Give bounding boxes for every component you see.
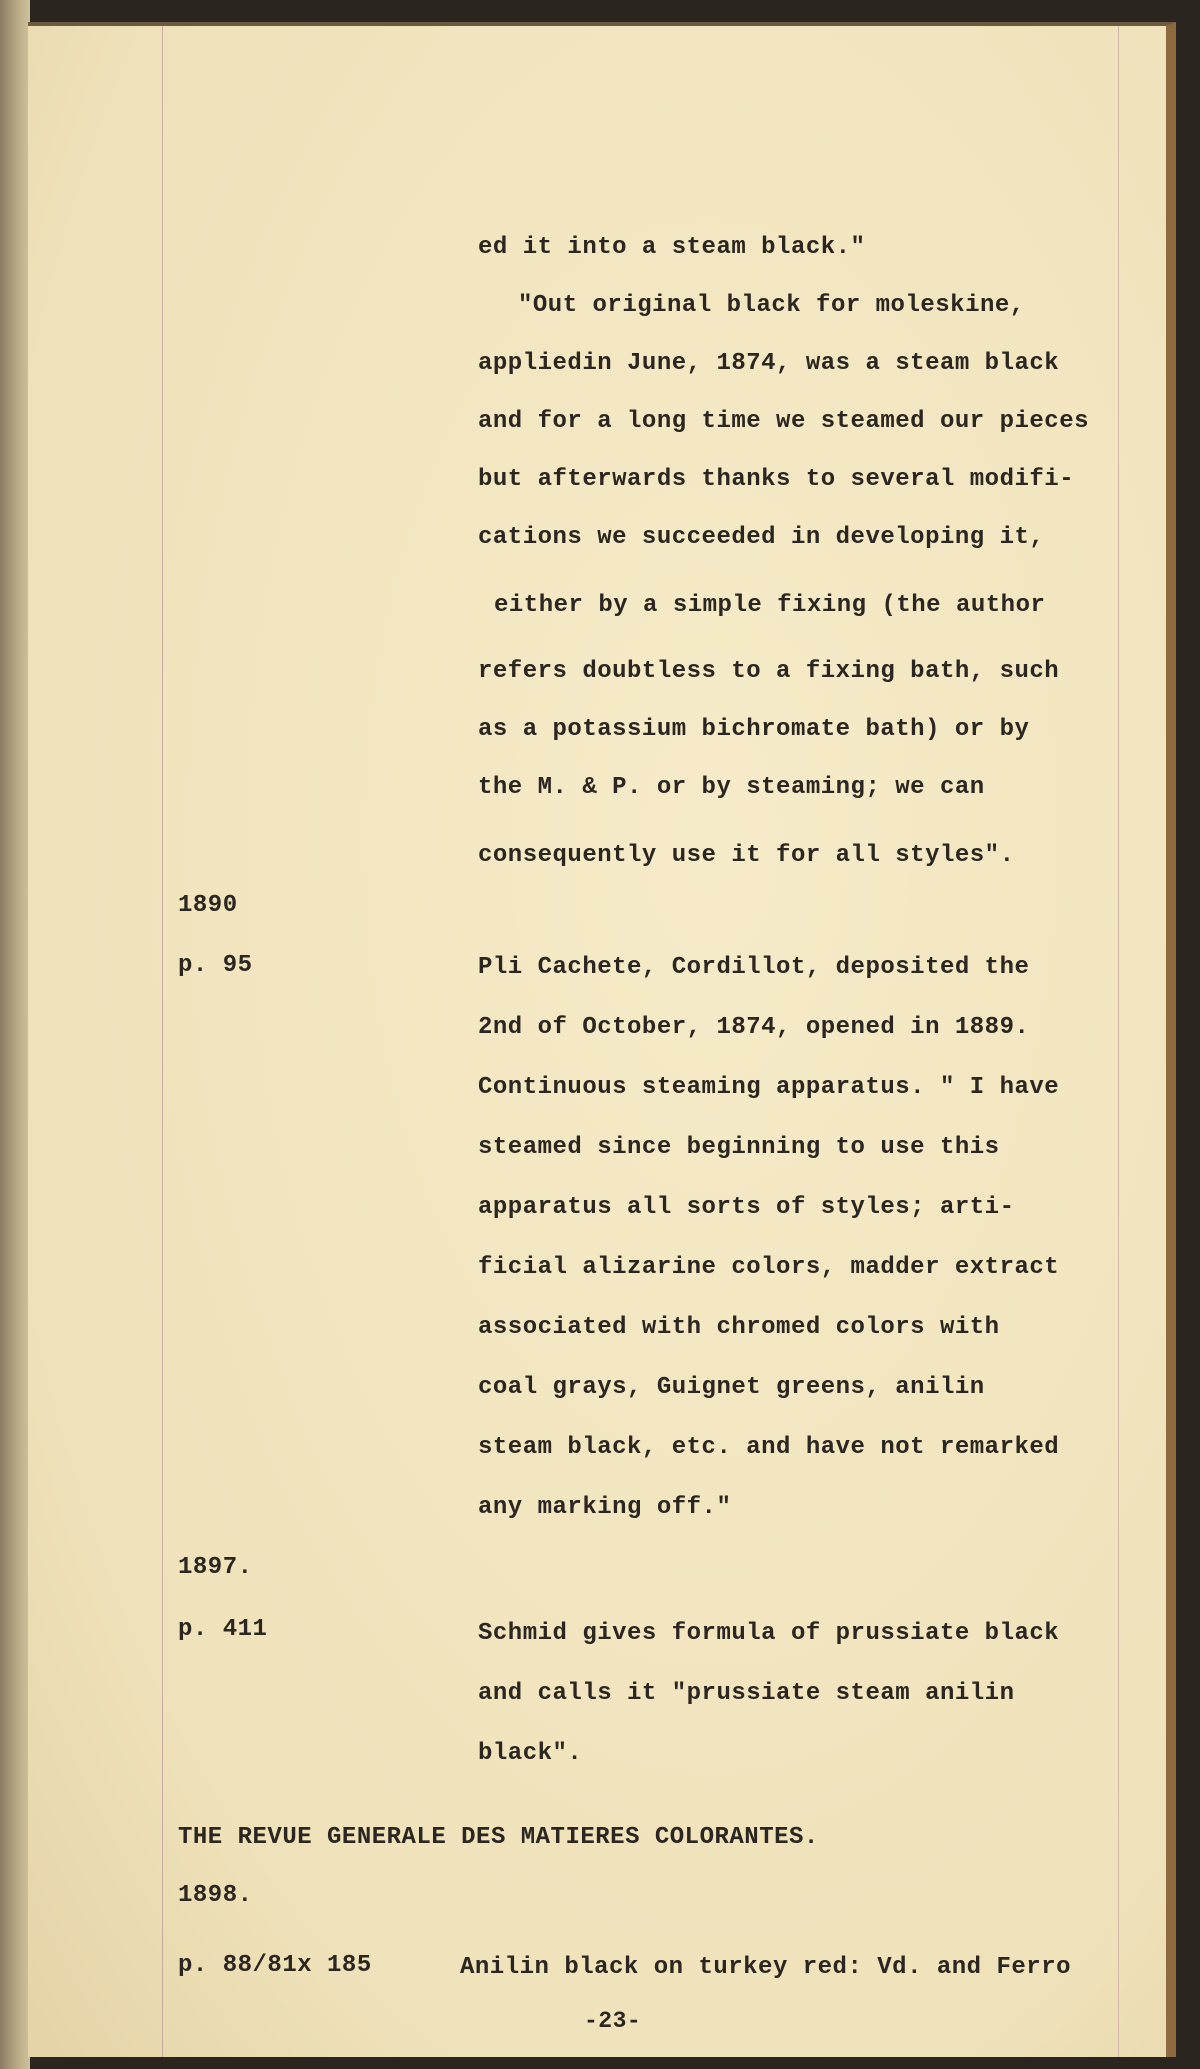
text-line: ed it into a steam black." [478,234,866,261]
margin-page-ref: p. 411 [178,1616,268,1643]
text-line: refers doubtless to a fixing bath, such [478,658,1060,685]
page-number: -23- [584,2008,642,2034]
heading-year: 1898. [178,1882,253,1909]
text-line: 2nd of October, 1874, opened in 1889. [478,1014,1030,1041]
text-line: the M. & P. or by steaming; we can [478,774,985,801]
text-line: and calls it "prussiate steam anilin [478,1680,1015,1707]
text-line: as a potassium bichromate bath) or by [478,716,1030,743]
text-line: any marking off." [478,1494,732,1521]
text-line: but afterwards thanks to several modifi- [478,466,1075,493]
left-margin-rule [162,26,163,2057]
margin-year: 1897. [178,1554,253,1581]
text-line: cations we succeeded in developing it, [478,524,1045,551]
section-heading: THE REVUE GENERALE DES MATIERES COLORANTES. [178,1824,819,1851]
text-line: Continuous steaming apparatus. " I have [478,1074,1060,1101]
text-line: black". [478,1740,583,1767]
text-line: ficial alizarine colors, madder extract [478,1254,1060,1281]
right-margin-rule [1118,26,1119,2057]
text-line: apparatus all sorts of styles; arti- [478,1194,1015,1221]
text-line: either by a simple fixing (the author [494,592,1046,619]
text-line: "Out original black for moleskine, [518,292,1025,319]
text-line: Anilin black on turkey red: Vd. and Ferro [460,1954,1071,1981]
document-page [28,22,1176,2057]
margin-year: 1890 [178,892,238,919]
text-line: consequently use it for all styles". [478,842,1015,869]
text-line: and for a long time we steamed our pieces [478,408,1089,435]
text-line: appliedin June, 1874, was a steam black [478,350,1060,377]
text-line: Pli Cachete, Cordillot, deposited the [478,954,1030,981]
margin-page-ref: p. 88/81x 185 [178,1952,372,1979]
text-line: Schmid gives formula of prussiate black [478,1620,1060,1647]
text-line: coal grays, Guignet greens, anilin [478,1374,985,1401]
text-line: steamed since beginning to use this [478,1134,1000,1161]
text-line: associated with chromed colors with [478,1314,1000,1341]
book-binding-edge [0,0,30,2069]
margin-page-ref: p. 95 [178,952,253,979]
text-line: steam black, etc. and have not remarked [478,1434,1060,1461]
